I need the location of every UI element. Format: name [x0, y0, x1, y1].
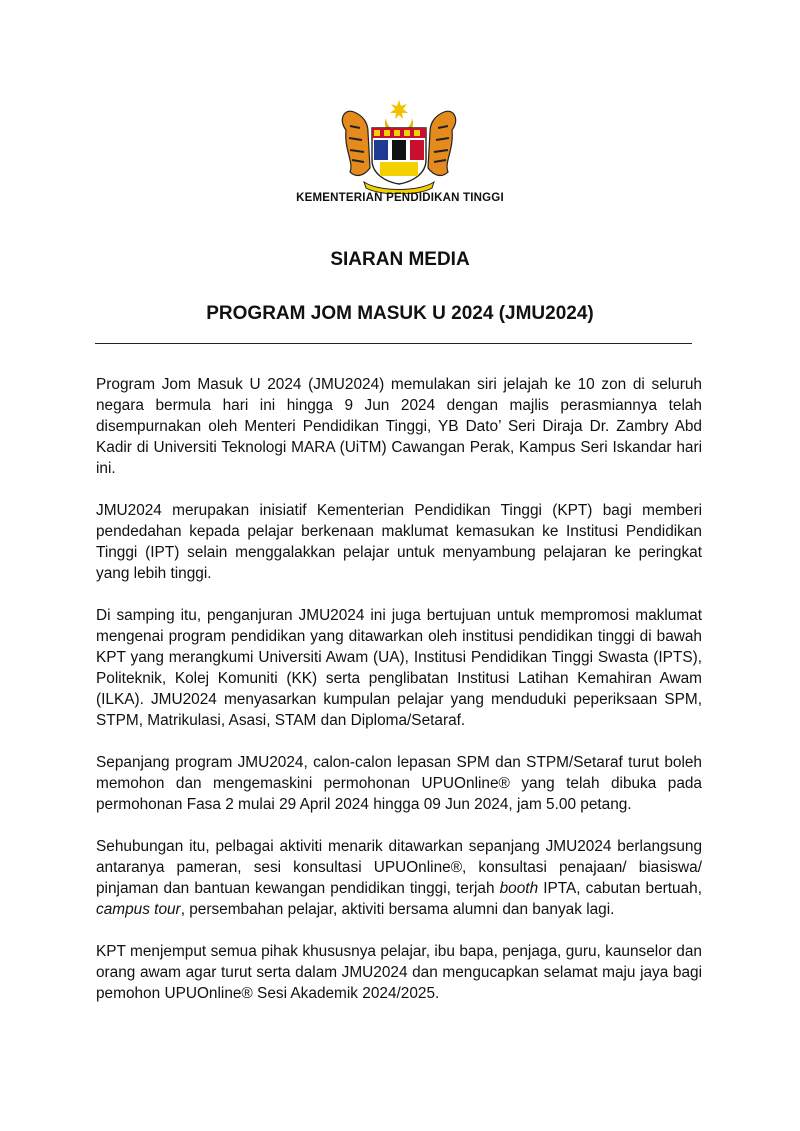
- title-divider: [95, 343, 692, 344]
- paragraph-5-text-a: Sehubungan itu, pelbagai aktiviti menarik ditawarkan sepanjang JMU2024 berlangsung antaranya pameran, sesi konsultasi UPUOnline®, konsultasi penajaan/ biasiswa/ pinjaman dan bantuan kewangan pendidikan tinggi, terjah: [96, 838, 702, 897]
- press-release-body: [96, 374, 702, 1025]
- paragraph-5-booth: booth: [499, 880, 539, 897]
- paragraph-6: KPT menjemput semua pihak khususnya pelajar, ibu bapa, penjaga, guru, kaunselor dan orang awam agar turut serta dalam JMU2024 dan mengucapkan selamat maju jaya bagi pemohon UPUOnline® Sesi Akademik 2024/2025.: [96, 943, 702, 1002]
- paragraph-5-text-c: IPTA, cabutan bertuah,: [538, 880, 702, 897]
- coat-of-arms-icon: [334, 98, 464, 194]
- paragraph-4: Sepanjang program JMU2024, calon-calon lepasan SPM dan STPM/Setaraf turut boleh memohon dan mengemaskini permohonan UPUOnline® yang telah dibuka pada permohonan Fasa 2 mulai 29 April 2024 hingga 09 Jun 2024, jam 5.00 petang.: [96, 754, 702, 813]
- paragraph-2: JMU2024 merupakan inisiatif Kementerian Pendidikan Tinggi (KPT) bagi memberi pendedahan kepada pelajar berkenaan maklumat kemasukan ke Institusi Pendidikan Tinggi (IPT) selain menggalakkan pelajar untuk menyambung pelajaran ke peringkat yang lebih tinggi.: [96, 502, 702, 582]
- paragraph-3: Di samping itu, penganjuran JMU2024 ini juga bertujuan untuk mempromosi maklumat mengenai program pendidikan yang ditawarkan oleh institusi pendidikan tinggi di bawah KPT yang merangkumi Universiti Awam (UA), Institusi Pendidikan Tinggi Swasta (IPTS), Politeknik, Kolej Komuniti (KK) serta penglibatan Institusi Latihan Kemahiran Awam (ILKA). JMU2024 menyasarkan kumpulan pelajar yang menduduki peperiksaan SPM, STPM, Matrikulasi, Asasi, STAM dan Diploma/Setaraf.: [96, 607, 702, 729]
- program-title: PROGRAM JOM MASUK U 2024 (JMU2024): [206, 303, 594, 324]
- ministry-name: KEMENTERIAN PENDIDIKAN TINGGI: [296, 192, 504, 204]
- press-release-heading: SIARAN MEDIA: [330, 249, 470, 270]
- paragraph-5: [96, 836, 702, 920]
- paragraph-1: Program Jom Masuk U 2024 (JMU2024) memulakan siri jelajah ke 10 zon di seluruh negara bermula hari ini hingga 9 Jun 2024 dengan majlis perasmiannya telah disempurnakan oleh Menteri Pendidikan Tinggi, YB Dato’ Seri Diraja Dr. Zambry Abd Kadir di Universiti Teknologi MARA (UiTM) Cawangan Perak, Kampus Seri Iskandar hari ini.: [96, 376, 702, 477]
- paragraph-5-text-e: , persembahan pelajar, aktiviti bersama alumni dan banyak lagi.: [180, 901, 615, 918]
- paragraph-5-campus-tour: campus tour: [96, 901, 181, 918]
